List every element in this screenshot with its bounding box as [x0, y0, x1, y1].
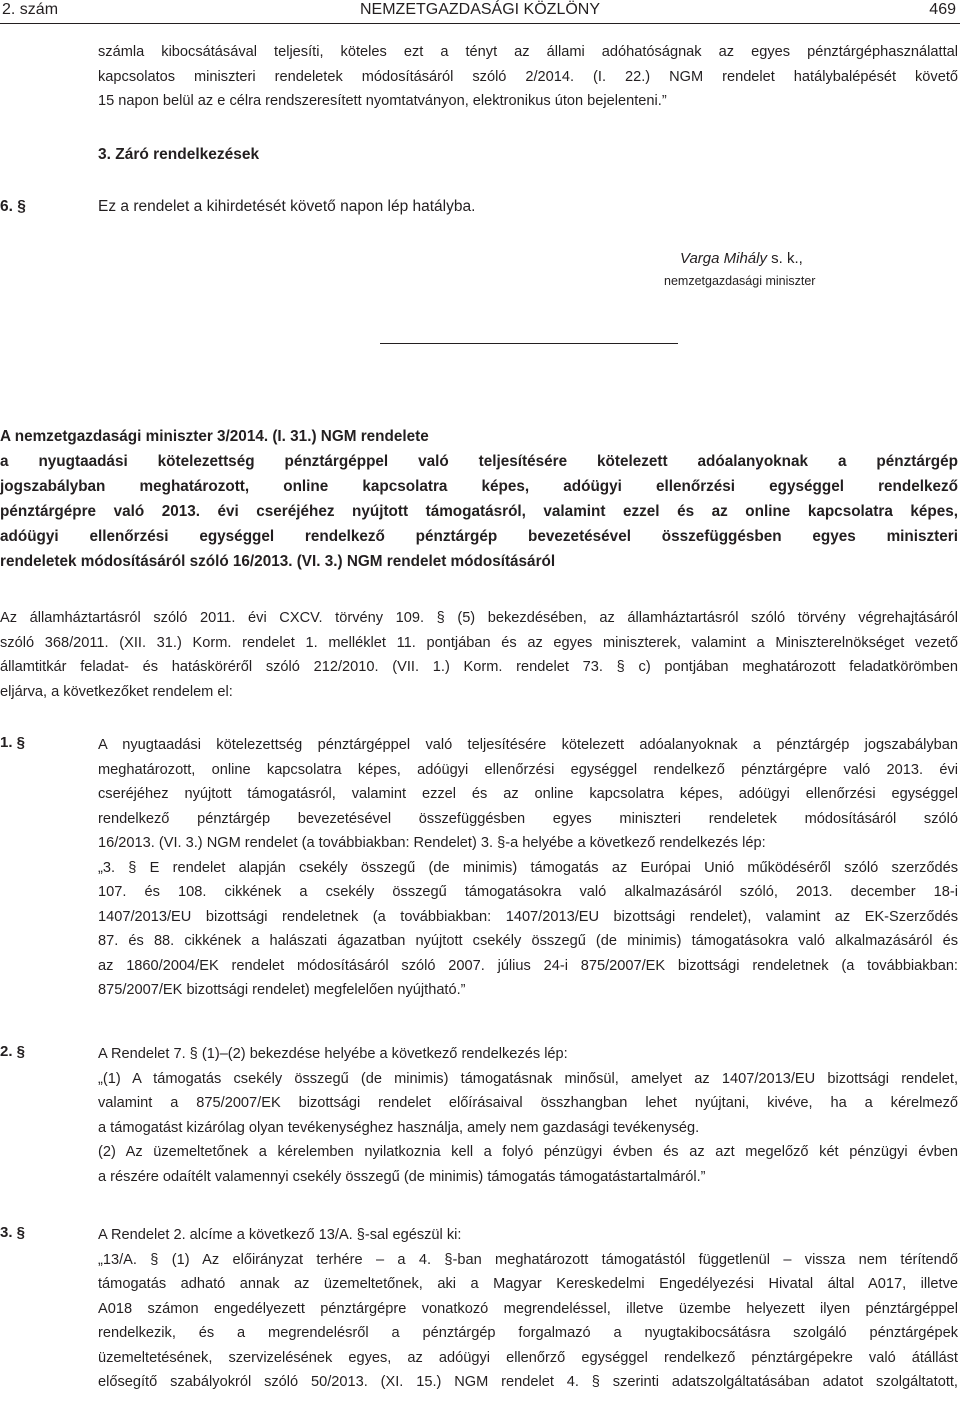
decree-title-line: adóügyi ellenőrzési egységgel rendelkező pénztárgép bevezetésével összefüggésben egyes miniszteri: [0, 528, 958, 545]
paragraph-3: [98, 1223, 958, 1395]
decree-title-line: pénztárgépre való 2013. évi cseréjéhez nyújtott támogatásról, valamint ezzel és az online kapcsolatra képes,: [0, 503, 958, 520]
text-line: szóló 368/2011. (XII. 31.) Korm. rendelet 1. melléklet 11. pontjában és az egyes miniszterek, valamint a Miniszterelnökséget vezető: [0, 634, 958, 651]
signer-suffix: s. k.,: [766, 250, 803, 267]
text-line: meghatározott, online kapcsolatra képes, adóügyi ellenőrzési egységgel rendelkező pénztárgépre való 2013. évi: [98, 761, 958, 778]
decree-title-line: jogszabályban meghatározott, online kapcsolatra képes, adóügyi ellenőrzési egységgel rendelkező: [0, 478, 958, 495]
page-number: 469: [929, 1, 956, 18]
text-line: elősegítő szabályokról szóló 50/2013. (XI. 15.) NGM rendelet 4. § szerinti adatszolgáltatásában adatot szolgáltatott,: [98, 1374, 958, 1390]
paragraph-1: [98, 733, 958, 1003]
text-line: cseréjéhez nyújtott támogatásról, valamint ezzel és az online kapcsolatra képes, adóügyi ellenőrzési egységgel: [98, 786, 958, 802]
paragraph-number: 2. §: [0, 1043, 26, 1060]
text-line: Az államháztartásról szóló 2011. évi CXCV. törvény 109. § (5) bekezdésében, az államháztartásról szóló törvény végrehajtásáról: [0, 610, 958, 626]
signer-name: Varga Mihály: [680, 250, 767, 267]
preamble: [0, 606, 958, 704]
decree-title-line: a nyugtaadási kötelezettség pénztárgéppel való teljesítésére kötelezett adóalanyoknak a pénztárgép: [0, 453, 958, 470]
text-line: az 1860/2004/EK rendelet módosításáról szóló 2007. július 24-i 875/2007/EK bizottsági rendeletnek (a továbbiakban:: [98, 957, 958, 974]
text-line: rendelkező pénztárgép bevezetésével összefüggésben egyes miniszteri rendeletek módosításáról szóló: [98, 810, 958, 827]
journal-title: NEMZETGAZDASÁGI KÖZLÖNY: [359, 1, 601, 18]
text-line: A018 számon engedélyezett pénztárgépre vonatkozó megrendeléssel, illetve üzembe helyezett ilyen pénztárgéppel: [98, 1300, 958, 1317]
text-line: üzemeltetésének, szervizelésének egyes, az adóügyi ellenőrző egységgel rendelkező pénztárgépekre való átállást: [98, 1349, 958, 1366]
text-line: 1407/2013/EU bizottsági rendeletnek (a továbbiakban: 1407/2013/EU bizottsági rendelet), valamint az EK-Szerződés: [98, 908, 958, 925]
text-line: eljárva, a következőket rendelem el:: [0, 683, 233, 700]
text-line: a támogatást kizárólag olyan tevékenységhez használja, amely nem gazdasági tevékenység.: [98, 1119, 700, 1136]
section-heading: 3. Záró rendelkezések: [98, 146, 260, 163]
paragraph-number: 3. §: [0, 1224, 26, 1241]
text-line: „13/A. § (1) Az előirányzat terhére – a 4. §-ban meghatározott támogatástól függetlenül – vissza nem térítendő: [98, 1251, 958, 1268]
text-line: kapcsolatos miniszteri rendeletek módosításáról szóló 2/2014. (I. 22.) NGM rendelet hatálybalépését követő: [98, 68, 958, 85]
intro-paragraph: [98, 40, 958, 114]
paragraph-number: 6. §: [0, 198, 26, 215]
header-divider: [0, 23, 960, 24]
text-line: „(1) A támogatás csekély összegű (de minimis) támogatásnak minősül, amelyet az 1407/2013/EU bizottsági rendelet,: [98, 1070, 958, 1087]
page-header: [0, 0, 960, 24]
paragraph-text: Ez a rendelet a kihirdetését követő napon lép hatályba.: [98, 198, 476, 215]
text-line: A Rendelet 2. alcíme a következő 13/A. §-sal egészül ki:: [98, 1227, 462, 1243]
text-line: 87. és 88. cikkének a halászati ágazatban nyújtott csekély összegű (de minimis) támogatásokra való alkalmazásáról és: [98, 933, 958, 949]
separator-line: [380, 343, 678, 344]
text-line: (2) Az üzemeltetőnek a kérelemben nyilatkoznia kell a folyó pénzügyi évben és az azt megelőző két pénzügyi évben: [98, 1144, 958, 1160]
signer-title: nemzetgazdasági miniszter: [664, 274, 816, 288]
text-line: „3. § E rendelet alapján csekély összegű (de minimis) támogatás az Európai Unió működéséről szóló szerződés: [98, 859, 958, 876]
text-line: 16/2013. (VI. 3.) NGM rendelet (a továbbiakban: Rendelet) 3. §-a helyébe a következő rendelkezés lép:: [98, 835, 766, 851]
text-line: államtitkár feladat- és hatásköréről szóló 212/2010. (VII. 1.) Korm. rendelet 73. § c) pontjában meghatározott feladatkörömben: [0, 659, 958, 675]
text-line: számla kibocsátásával teljesíti, köteles ezt a tényt az állami adóhatóságnak az egyes pénztárgéphasználattal: [98, 44, 958, 60]
text-line: valamint a 875/2007/EK bizottsági rendelet előírásaival összhangban lehet nyújtani, kivéve, ha a kérelmező: [98, 1095, 958, 1111]
decree-title: [0, 424, 958, 574]
signature-block: [680, 250, 803, 267]
text-line: támogatás adható annak az üzemeltetőnek, aki a Magyar Kereskedelmi Engedélyezési Hivatal által A017, illetve: [98, 1276, 958, 1292]
text-line: 15 napon belül az e célra rendszeresített nyomtatványon, elektronikus úton bejelenteni.”: [98, 93, 667, 109]
paragraph-number: 1. §: [0, 734, 26, 751]
decree-title-line: A nemzetgazdasági miniszter 3/2014. (I. 31.) NGM rendelete: [0, 428, 429, 445]
text-line: rendelkezik, és a megrendelésről a pénztárgép forgalmazó a nyugtakibocsátásra szolgáló pénztárgépek: [98, 1325, 958, 1341]
text-line: A Rendelet 7. § (1)–(2) bekezdése helyébe a következő rendelkezés lép:: [98, 1046, 568, 1062]
decree-title-line: rendeletek módosításáról szóló 16/2013. (VI. 3.) NGM rendelet módosításáról: [0, 553, 556, 570]
paragraph-2: [98, 1042, 958, 1189]
text-line: A nyugtaadási kötelezettség pénztárgéppel való teljesítésére kötelezett adóalanyoknak a pénztárgép jogszabályban: [98, 737, 958, 753]
issue-number: 2. szám: [2, 1, 59, 18]
text-line: 875/2007/EK bizottsági rendelet) megfelelően nyújtható.”: [98, 982, 466, 998]
text-line: 107. és 108. cikkének a csekély összegű támogatásokra való alkalmazásáról szóló, 2013. december 18-i: [98, 884, 958, 900]
text-line: a részére odaítélt valamennyi csekély összegű (de minimis) támogatás támogatástartalmáról.”: [98, 1168, 706, 1185]
